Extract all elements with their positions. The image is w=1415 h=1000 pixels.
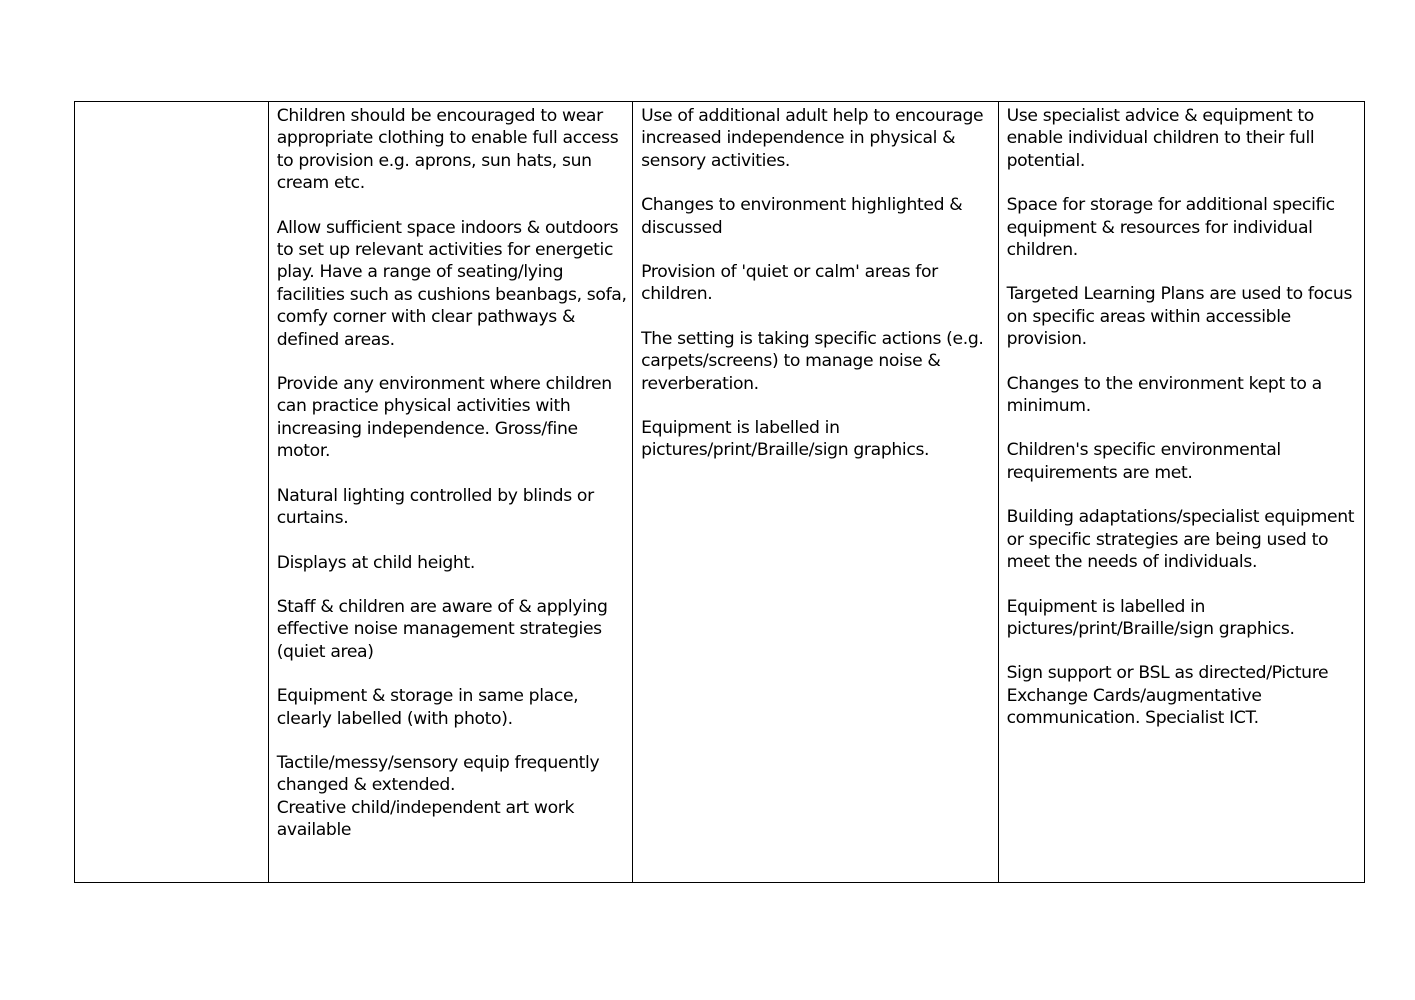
table-column-targeted <box>633 102 998 882</box>
paragraph: Space for storage for additional specific equipment & resources for individual children. <box>1006 195 1335 261</box>
paragraph: Children should be encouraged to wear appropriate clothing to enable full access to provision e.g. aprons, sun hats, sun cream etc. <box>276 106 619 194</box>
table-column-specialist <box>999 102 1364 882</box>
paragraph: Targeted Learning Plans are used to focus on specific areas within accessible provision. <box>1006 284 1353 350</box>
paragraph: Tactile/messy/sensory equip frequently changed & extended. <box>276 752 600 796</box>
table-column-universal <box>269 102 633 882</box>
paragraph: Equipment is labelled in pictures/print/Braille/sign graphics. <box>641 418 930 461</box>
paragraph: Changes to the environment kept to a minimum. <box>1006 373 1322 417</box>
paragraph: Building adaptations/specialist equipment or specific strategies are being used to meet the needs of individuals. <box>1006 507 1355 573</box>
paragraph: Use of additional adult help to encourage increased independence in physical & sensory activities. <box>641 106 984 171</box>
provision-table <box>74 101 1365 883</box>
paragraph: Staff & children are aware of & applying effective noise management strategies (quiet area) <box>276 596 608 662</box>
paragraph: Equipment is labelled in pictures/print/Braille/sign graphics. <box>1006 596 1295 639</box>
paragraph: Provide any environment where children can practice physical activities with increasing independence. Gross/fine motor. <box>276 374 612 462</box>
paragraph: Changes to environment highlighted & discussed <box>641 195 963 238</box>
paragraph: Allow sufficient space indoors & outdoors to set up relevant activities for energetic play. Have a range of seating/lying facilities such as cushions beanbags, sofa, comfy corner with clear pathways & defined areas. <box>276 217 627 350</box>
paragraph: Children's specific environmental requirements are met. <box>1006 440 1281 483</box>
paragraph: Equipment & storage in same place, clearly labelled (with photo). <box>276 686 579 729</box>
paragraph: Use specialist advice & equipment to enable individual children to their full potential. <box>1006 106 1315 171</box>
paragraph: Displays at child height. <box>276 552 475 573</box>
paragraph: Sign support or BSL as directed/Picture Exchange Cards/augmentative communication. Specialist ICT. <box>1006 663 1329 729</box>
table-column-empty <box>75 102 269 882</box>
paragraph: Provision of 'quiet or calm' areas for children. <box>641 262 938 305</box>
paragraph: The setting is taking specific actions (e.g. carpets/screens) to manage noise & reverberation. <box>641 328 984 394</box>
paragraph: Natural lighting controlled by blinds or curtains. <box>276 485 594 529</box>
paragraph: Creative child/independent art work available <box>276 797 575 841</box>
